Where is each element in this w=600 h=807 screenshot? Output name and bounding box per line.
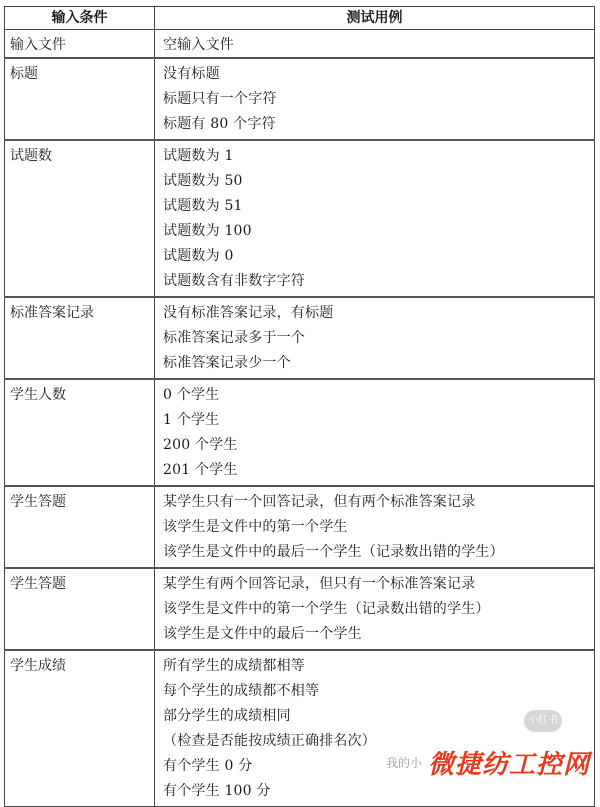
test-case-item: 该学生是文件中的最后一个学生（记录数出错的学生） xyxy=(163,544,504,560)
test-case-list xyxy=(155,487,594,567)
test-case-item: 试题数为 100 xyxy=(163,223,252,239)
test-case-table xyxy=(4,6,595,807)
test-case-item: 标准答案记录少一个 xyxy=(163,355,291,371)
test-case-cell xyxy=(155,140,595,297)
input-condition-cell: 学生人数 xyxy=(5,379,155,486)
test-case-item: 该学生是文件中的第一个学生 xyxy=(163,519,348,535)
test-case-cell xyxy=(155,568,595,650)
table-row xyxy=(5,568,595,650)
test-case-item: 标题有 80 个字符 xyxy=(163,116,276,132)
test-case-list xyxy=(155,569,594,649)
input-condition-cell: 输入文件 xyxy=(5,30,155,59)
input-condition-cell: 标准答案记录 xyxy=(5,297,155,379)
input-condition-cell: 学生成绩 xyxy=(5,650,155,807)
test-case-item: 1 个学生 xyxy=(163,412,220,428)
table-row xyxy=(5,379,595,486)
test-case-list xyxy=(155,380,594,485)
test-case-item: 试题数为 51 xyxy=(163,198,243,214)
test-case-item: 没有标题 xyxy=(163,66,220,82)
test-case-cell xyxy=(155,379,595,486)
table-row xyxy=(5,30,595,59)
test-case-item: 200 个学生 xyxy=(163,437,238,453)
test-case-item: 标准答案记录多于一个 xyxy=(163,330,305,346)
test-case-item: （检查是否能按成绩正确排名次） xyxy=(163,733,376,749)
test-case-item: 每个学生的成绩都不相等 xyxy=(163,683,320,699)
test-case-item: 0 个学生 xyxy=(163,387,220,403)
test-case-item: 有个学生 0 分 xyxy=(163,758,253,774)
table-body xyxy=(5,30,595,807)
table-row xyxy=(5,297,595,379)
test-case-cell xyxy=(155,297,595,379)
input-condition-cell: 学生答题 xyxy=(5,568,155,650)
test-case-item: 标题只有一个字符 xyxy=(163,91,277,107)
table-row xyxy=(5,650,595,807)
test-case-list xyxy=(155,59,594,139)
test-case-list xyxy=(155,141,594,296)
test-case-cell xyxy=(155,58,595,140)
test-case-cell xyxy=(155,30,595,59)
test-case-item: 该学生是文件中的最后一个学生 xyxy=(163,626,362,642)
watermark xyxy=(386,744,590,781)
watermark-small-text: 我的小 xyxy=(385,756,422,770)
header-test-case: 测试用例 xyxy=(155,7,595,30)
input-condition-cell: 标题 xyxy=(5,58,155,140)
test-case-item: 部分学生的成绩相同 xyxy=(163,708,291,724)
header-input-condition: 输入条件 xyxy=(5,7,155,30)
test-case-item: 没有标准答案记录，有标题 xyxy=(163,305,334,321)
test-case-item: 空输入文件 xyxy=(163,37,234,53)
test-case-item: 某学生只有一个回答记录，但有两个标准答案记录 xyxy=(163,494,476,510)
input-condition-cell: 试题数 xyxy=(5,140,155,297)
input-condition-cell: 学生答题 xyxy=(5,486,155,568)
test-case-item: 该学生是文件中的第一个学生（记录数出错的学生） xyxy=(163,601,490,617)
xiaohongshu-badge: 小红书 xyxy=(524,710,562,732)
test-case-list xyxy=(155,298,594,378)
test-case-item: 试题数为 1 xyxy=(163,148,234,164)
table-row xyxy=(5,486,595,568)
table-header-row xyxy=(5,7,595,30)
test-case-item: 试题数含有非数字字符 xyxy=(163,273,305,289)
test-case-item: 所有学生的成绩都相等 xyxy=(163,658,305,674)
test-case-item: 试题数为 0 xyxy=(163,248,234,264)
test-case-list xyxy=(155,30,594,57)
table-row xyxy=(5,140,595,297)
table-row xyxy=(5,58,595,140)
test-case-item: 有个学生 100 分 xyxy=(163,783,271,799)
test-case-sheet xyxy=(4,6,594,807)
test-case-cell xyxy=(155,486,595,568)
test-case-item: 201 个学生 xyxy=(163,462,238,478)
watermark-brand-text: 微捷纺工控网 xyxy=(427,750,590,780)
test-case-item: 试题数为 50 xyxy=(163,173,243,189)
test-case-item: 某学生有两个回答记录，但只有一个标准答案记录 xyxy=(163,576,476,592)
